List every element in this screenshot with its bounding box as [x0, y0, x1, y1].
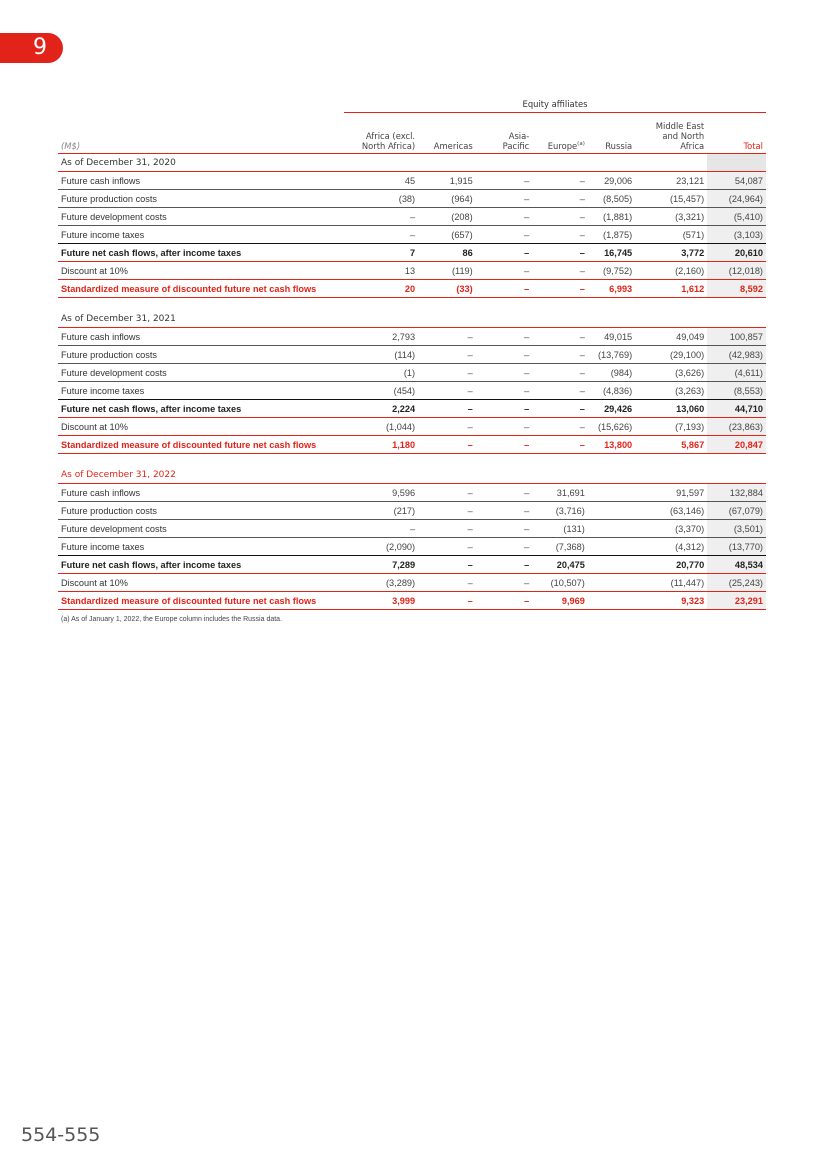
cell-africa: (3,289) — [344, 574, 418, 592]
cell-europe: – — [532, 328, 588, 346]
col-total: Total — [707, 113, 766, 154]
cell-asia-pacific: – — [476, 280, 533, 298]
cell-russia — [588, 520, 635, 538]
table-row — [58, 190, 766, 208]
cell-americas: – — [418, 574, 476, 592]
row-label: Future net cash flows, after income taxes — [58, 244, 344, 262]
row-label: Future cash inflows — [58, 484, 344, 502]
cell-mena: (15,457) — [635, 190, 707, 208]
section-title-row — [58, 310, 766, 328]
table-row — [58, 280, 766, 298]
table-row — [58, 520, 766, 538]
cell-africa: – — [344, 226, 418, 244]
cell-total: (4,611) — [707, 364, 766, 382]
cell-americas: – — [418, 484, 476, 502]
page-number: 554-555 — [21, 1124, 101, 1146]
equity-affiliates-heading: Equity affiliates — [344, 96, 766, 113]
cell-americas: – — [418, 382, 476, 400]
cell-mena: 9,323 — [635, 592, 707, 610]
cell-russia — [588, 574, 635, 592]
cell-russia: 29,426 — [588, 400, 635, 418]
row-label: Future production costs — [58, 502, 344, 520]
cell-africa: 20 — [344, 280, 418, 298]
cell-mena: (63,146) — [635, 502, 707, 520]
row-label: Future cash inflows — [58, 172, 344, 190]
cell-total: (67,079) — [707, 502, 766, 520]
cell-mena: (29,100) — [635, 346, 707, 364]
cell-asia-pacific: – — [476, 172, 533, 190]
row-label: Future net cash flows, after income taxes — [58, 556, 344, 574]
cell-europe: – — [532, 280, 588, 298]
cell-total: 48,534 — [707, 556, 766, 574]
table-row — [58, 328, 766, 346]
cell-africa: – — [344, 208, 418, 226]
cell-asia-pacific: – — [476, 328, 533, 346]
cell-mena: 49,049 — [635, 328, 707, 346]
cell-mena: (4,312) — [635, 538, 707, 556]
cell-americas: (208) — [418, 208, 476, 226]
cell-russia: 16,745 — [588, 244, 635, 262]
cell-mena: 91,597 — [635, 484, 707, 502]
cell-africa: (2,090) — [344, 538, 418, 556]
cell-africa: 7,289 — [344, 556, 418, 574]
cell-europe: 20,475 — [532, 556, 588, 574]
cell-total: (3,103) — [707, 226, 766, 244]
table-row — [58, 592, 766, 610]
cell-total: (8,553) — [707, 382, 766, 400]
row-label: Future development costs — [58, 520, 344, 538]
cell-asia-pacific: – — [476, 436, 533, 454]
table-row — [58, 172, 766, 190]
cell-europe: – — [532, 208, 588, 226]
cell-russia: (1,881) — [588, 208, 635, 226]
row-label: Standardized measure of discounted future net cash flows — [58, 592, 344, 610]
cell-mena: 13,060 — [635, 400, 707, 418]
row-label: Future development costs — [58, 208, 344, 226]
section-spacer — [58, 298, 766, 311]
cell-americas: – — [418, 592, 476, 610]
cell-asia-pacific: – — [476, 592, 533, 610]
table-row — [58, 484, 766, 502]
cell-asia-pacific: – — [476, 484, 533, 502]
col-europe: Europe$^{(a)}$ — [532, 113, 588, 154]
cell-mena: (2,160) — [635, 262, 707, 280]
cell-americas: – — [418, 556, 476, 574]
cell-africa: 9,596 — [344, 484, 418, 502]
section-spacer — [58, 454, 766, 467]
row-label: Future cash inflows — [58, 328, 344, 346]
table-row — [58, 574, 766, 592]
cell-russia — [588, 556, 635, 574]
cell-europe: 9,969 — [532, 592, 588, 610]
cell-mena: 23,121 — [635, 172, 707, 190]
cell-asia-pacific: – — [476, 418, 533, 436]
cell-total: (24,964) — [707, 190, 766, 208]
cell-europe: (3,716) — [532, 502, 588, 520]
cell-total: 132,884 — [707, 484, 766, 502]
row-label: Discount at 10% — [58, 574, 344, 592]
cell-europe: – — [532, 262, 588, 280]
table-row — [58, 400, 766, 418]
cell-africa: 13 — [344, 262, 418, 280]
cell-total: 100,857 — [707, 328, 766, 346]
section-title: As of December 31, 2020 — [58, 154, 707, 172]
table-row — [58, 382, 766, 400]
section-title-row — [58, 154, 766, 172]
row-label: Future income taxes — [58, 226, 344, 244]
row-label: Future income taxes — [58, 538, 344, 556]
cell-asia-pacific: – — [476, 226, 533, 244]
cell-americas: – — [418, 436, 476, 454]
cell-europe: (131) — [532, 520, 588, 538]
group-header-row — [58, 96, 766, 113]
column-header-row — [58, 113, 766, 154]
cell-europe: – — [532, 226, 588, 244]
cell-europe: – — [532, 190, 588, 208]
unit-label: (M$) — [58, 113, 344, 154]
cell-africa: (454) — [344, 382, 418, 400]
row-label: Discount at 10% — [58, 262, 344, 280]
cell-total: 20,847 — [707, 436, 766, 454]
cell-total: 8,592 — [707, 280, 766, 298]
cell-asia-pacific: – — [476, 538, 533, 556]
cell-americas: – — [418, 400, 476, 418]
cell-mena: (7,193) — [635, 418, 707, 436]
standardized-measure-table — [58, 96, 766, 626]
cell-europe: – — [532, 346, 588, 364]
cell-asia-pacific: – — [476, 244, 533, 262]
cell-europe: – — [532, 400, 588, 418]
cell-africa: (217) — [344, 502, 418, 520]
cell-total: (5,410) — [707, 208, 766, 226]
cell-europe: 31,691 — [532, 484, 588, 502]
cell-mena: 20,770 — [635, 556, 707, 574]
table-row — [58, 226, 766, 244]
cell-europe: (10,507) — [532, 574, 588, 592]
cell-russia: 13,800 — [588, 436, 635, 454]
row-label: Future net cash flows, after income taxes — [58, 400, 344, 418]
cell-mena: (3,321) — [635, 208, 707, 226]
cell-americas: (964) — [418, 190, 476, 208]
cell-africa: (38) — [344, 190, 418, 208]
cell-total: (13,770) — [707, 538, 766, 556]
cell-mena: (3,370) — [635, 520, 707, 538]
cell-mena: 3,772 — [635, 244, 707, 262]
row-label: Future development costs — [58, 364, 344, 382]
cell-americas: 86 — [418, 244, 476, 262]
col-mena: Middle East and North Africa — [635, 113, 707, 154]
chapter-tab — [0, 33, 63, 63]
cell-russia: 29,006 — [588, 172, 635, 190]
cell-total: (23,863) — [707, 418, 766, 436]
cell-russia — [588, 538, 635, 556]
cell-americas: (33) — [418, 280, 476, 298]
cell-russia: (13,769) — [588, 346, 635, 364]
cell-africa: (114) — [344, 346, 418, 364]
cell-asia-pacific: – — [476, 502, 533, 520]
cell-total: 20,610 — [707, 244, 766, 262]
col-americas: Americas — [418, 113, 476, 154]
cell-americas: – — [418, 538, 476, 556]
cell-mena: 1,612 — [635, 280, 707, 298]
cell-total: (42,983) — [707, 346, 766, 364]
cell-asia-pacific: – — [476, 364, 533, 382]
cell-africa: 3,999 — [344, 592, 418, 610]
cell-russia — [588, 592, 635, 610]
table-row — [58, 244, 766, 262]
cell-americas: – — [418, 520, 476, 538]
row-label: Standardized measure of discounted future net cash flows — [58, 280, 344, 298]
cell-americas: 1,915 — [418, 172, 476, 190]
table-body — [58, 154, 766, 610]
section-title: As of December 31, 2022 — [58, 466, 707, 484]
cell-europe: – — [532, 436, 588, 454]
cell-africa: 1,180 — [344, 436, 418, 454]
cell-mena: (3,626) — [635, 364, 707, 382]
col-africa: Africa (excl. North Africa) — [344, 113, 418, 154]
cell-russia: (4,836) — [588, 382, 635, 400]
cell-total: (12,018) — [707, 262, 766, 280]
cell-americas: – — [418, 418, 476, 436]
footnote-row — [58, 610, 766, 627]
table-row — [58, 418, 766, 436]
section-title: As of December 31, 2021 — [58, 310, 707, 328]
row-label: Future production costs — [58, 190, 344, 208]
cell-asia-pacific: – — [476, 190, 533, 208]
cell-russia: (9,752) — [588, 262, 635, 280]
cell-europe: – — [532, 382, 588, 400]
cell-russia — [588, 502, 635, 520]
cell-americas: – — [418, 502, 476, 520]
row-label: Future income taxes — [58, 382, 344, 400]
table-row — [58, 538, 766, 556]
cell-mena: 5,867 — [635, 436, 707, 454]
cell-russia: (15,626) — [588, 418, 635, 436]
cell-total: 23,291 — [707, 592, 766, 610]
cell-asia-pacific: – — [476, 520, 533, 538]
cell-africa: (1,044) — [344, 418, 418, 436]
cell-asia-pacific: – — [476, 382, 533, 400]
cell-europe: (7,368) — [532, 538, 588, 556]
cell-africa: 7 — [344, 244, 418, 262]
section-title-row — [58, 466, 766, 484]
cell-russia: (8,505) — [588, 190, 635, 208]
cell-asia-pacific: – — [476, 400, 533, 418]
cell-europe: – — [532, 418, 588, 436]
row-label: Future production costs — [58, 346, 344, 364]
table-row — [58, 436, 766, 454]
cell-russia: (1,875) — [588, 226, 635, 244]
cell-total: 54,087 — [707, 172, 766, 190]
table-row — [58, 208, 766, 226]
cell-mena: (3,263) — [635, 382, 707, 400]
table-row — [58, 556, 766, 574]
cell-europe: – — [532, 364, 588, 382]
cell-africa: 2,793 — [344, 328, 418, 346]
cell-russia — [588, 484, 635, 502]
cell-americas: – — [418, 346, 476, 364]
table-row — [58, 346, 766, 364]
cell-africa: 2,224 — [344, 400, 418, 418]
cell-total: (25,243) — [707, 574, 766, 592]
europe-footnote-marker: (a) — [577, 141, 585, 148]
cell-russia: (984) — [588, 364, 635, 382]
cell-americas: (119) — [418, 262, 476, 280]
cell-europe: – — [532, 244, 588, 262]
cell-africa: (1) — [344, 364, 418, 382]
table-row — [58, 262, 766, 280]
cell-asia-pacific: – — [476, 262, 533, 280]
cell-americas: – — [418, 364, 476, 382]
row-label: Discount at 10% — [58, 418, 344, 436]
col-russia: Russia — [588, 113, 635, 154]
row-label: Standardized measure of discounted future net cash flows — [58, 436, 344, 454]
cell-africa: – — [344, 520, 418, 538]
chapter-number: 9 — [33, 35, 47, 60]
cell-americas: – — [418, 328, 476, 346]
cell-asia-pacific: – — [476, 346, 533, 364]
cell-asia-pacific: – — [476, 556, 533, 574]
col-asia-pacific: Asia- Pacific — [476, 113, 533, 154]
cell-europe: – — [532, 172, 588, 190]
cell-asia-pacific: – — [476, 208, 533, 226]
cell-americas: (657) — [418, 226, 476, 244]
footnote: (a) As of January 1, 2022, the Europe column includes the Russia data. — [61, 615, 283, 623]
cell-asia-pacific: – — [476, 574, 533, 592]
cell-mena: (11,447) — [635, 574, 707, 592]
cell-total: 44,710 — [707, 400, 766, 418]
cell-total: (3,501) — [707, 520, 766, 538]
cell-russia: 49,015 — [588, 328, 635, 346]
table-row — [58, 364, 766, 382]
cell-africa: 45 — [344, 172, 418, 190]
cell-russia: 6,993 — [588, 280, 635, 298]
table-row — [58, 502, 766, 520]
cell-mena: (571) — [635, 226, 707, 244]
